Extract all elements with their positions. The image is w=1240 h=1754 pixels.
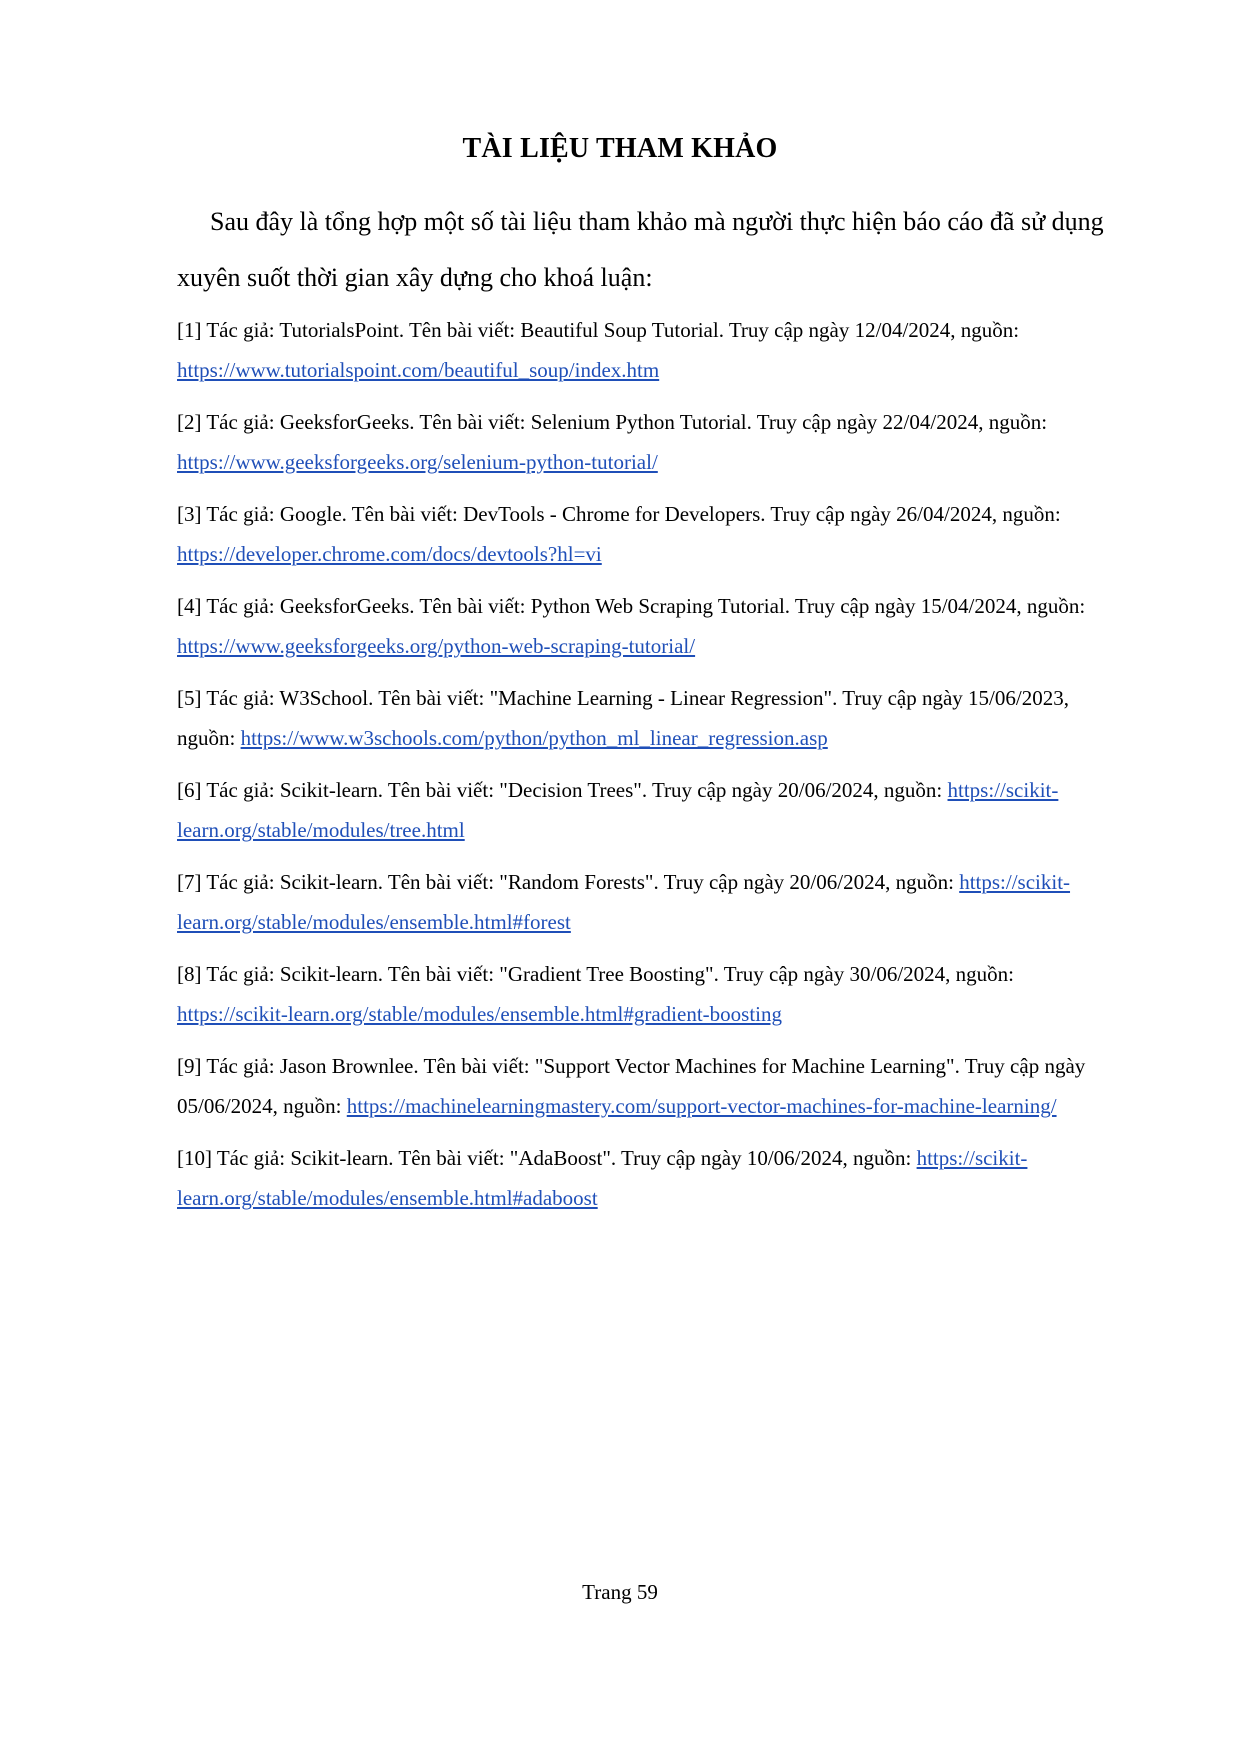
reference-text: [3] Tác giả: Google. Tên bài viết: DevTools - Chrome for Developers. Truy cập ngày 26/04/2024, nguồn: [177,502,1061,526]
reference-list [177,310,1122,1230]
reference-item [177,1138,1122,1218]
reference-text: [2] Tác giả: GeeksforGeeks. Tên bài viết: Selenium Python Tutorial. Truy cập ngày 22/04/2024, nguồn: [177,410,1048,434]
reference-text: [8] Tác giả: Scikit-learn. Tên bài viết: "Gradient Tree Boosting". Truy cập ngày 30/06/2024, nguồn: [177,962,1015,986]
reference-item [177,862,1122,942]
reference-link[interactable]: https://www.tutorialspoint.com/beautiful_soup/index.htm [177,358,660,382]
reference-link[interactable]: https://developer.chrome.com/docs/devtools?hl=vi [177,542,602,566]
reference-link[interactable]: https://scikit-learn.org/stable/modules/ensemble.html#adaboost [177,1146,1028,1210]
reference-link[interactable]: https://scikit-learn.org/stable/modules/ensemble.html#gradient-boosting [177,1002,783,1026]
reference-item [177,402,1122,482]
reference-text: [1] Tác giả: TutorialsPoint. Tên bài viết: Beautiful Soup Tutorial. Truy cập ngày 12/04/2024, nguồn: [177,318,1020,342]
reference-link[interactable]: https://www.w3schools.com/python/python_ml_linear_regression.asp [240,726,828,750]
reference-text: [7] Tác giả: Scikit-learn. Tên bài viết: "Random Forests". Truy cập ngày 20/06/2024, nguồn: [177,870,960,894]
reference-text: [6] Tác giả: Scikit-learn. Tên bài viết: "Decision Trees". Truy cập ngày 20/06/2024, nguồn: [177,778,948,802]
intro-paragraph: Sau đây là tổng hợp một số tài liệu tham khảo mà người thực hiện báo cáo đã sử dụng xuyên suốt thời gian xây dựng cho khoá luận: [177,207,1104,292]
reference-link[interactable]: https://scikit-learn.org/stable/modules/ensemble.html#forest [177,870,1071,934]
reference-link[interactable]: https://www.geeksforgeeks.org/selenium-python-tutorial/ [177,450,658,474]
reference-item [177,1046,1122,1126]
reference-item [177,678,1122,758]
reference-link[interactable]: https://scikit-learn.org/stable/modules/tree.html [177,778,1059,842]
reference-item [177,954,1122,1034]
reference-link[interactable]: https://machinelearningmastery.com/support-vector-machines-for-machine-learning/ [346,1094,1057,1118]
reference-text: [5] Tác giả: W3School. Tên bài viết: "Machine Learning - Linear Regression". Truy cập ngày 15/06/2023, nguồn: [177,686,1069,750]
reference-text: [10] Tác giả: Scikit-learn. Tên bài viết: "AdaBoost". Truy cập ngày 10/06/2024, nguồn: [177,1146,917,1170]
reference-item [177,494,1122,574]
reference-link[interactable]: https://www.geeksforgeeks.org/python-web-scraping-tutorial/ [177,634,696,658]
reference-text: [4] Tác giả: GeeksforGeeks. Tên bài viết: Python Web Scraping Tutorial. Truy cập ngày 15/04/2024, nguồn: [177,594,1086,618]
page-number: Trang 59 [582,1580,658,1604]
reference-text: [9] Tác giả: Jason Brownlee. Tên bài viết: "Support Vector Machines for Machine Learning". Truy cập ngày 05/06/2024, nguồn: [177,1054,1086,1118]
reference-item [177,586,1122,666]
reference-item [177,310,1122,390]
reference-item [177,770,1122,850]
page-title: TÀI LIỆU THAM KHẢO [462,133,778,164]
